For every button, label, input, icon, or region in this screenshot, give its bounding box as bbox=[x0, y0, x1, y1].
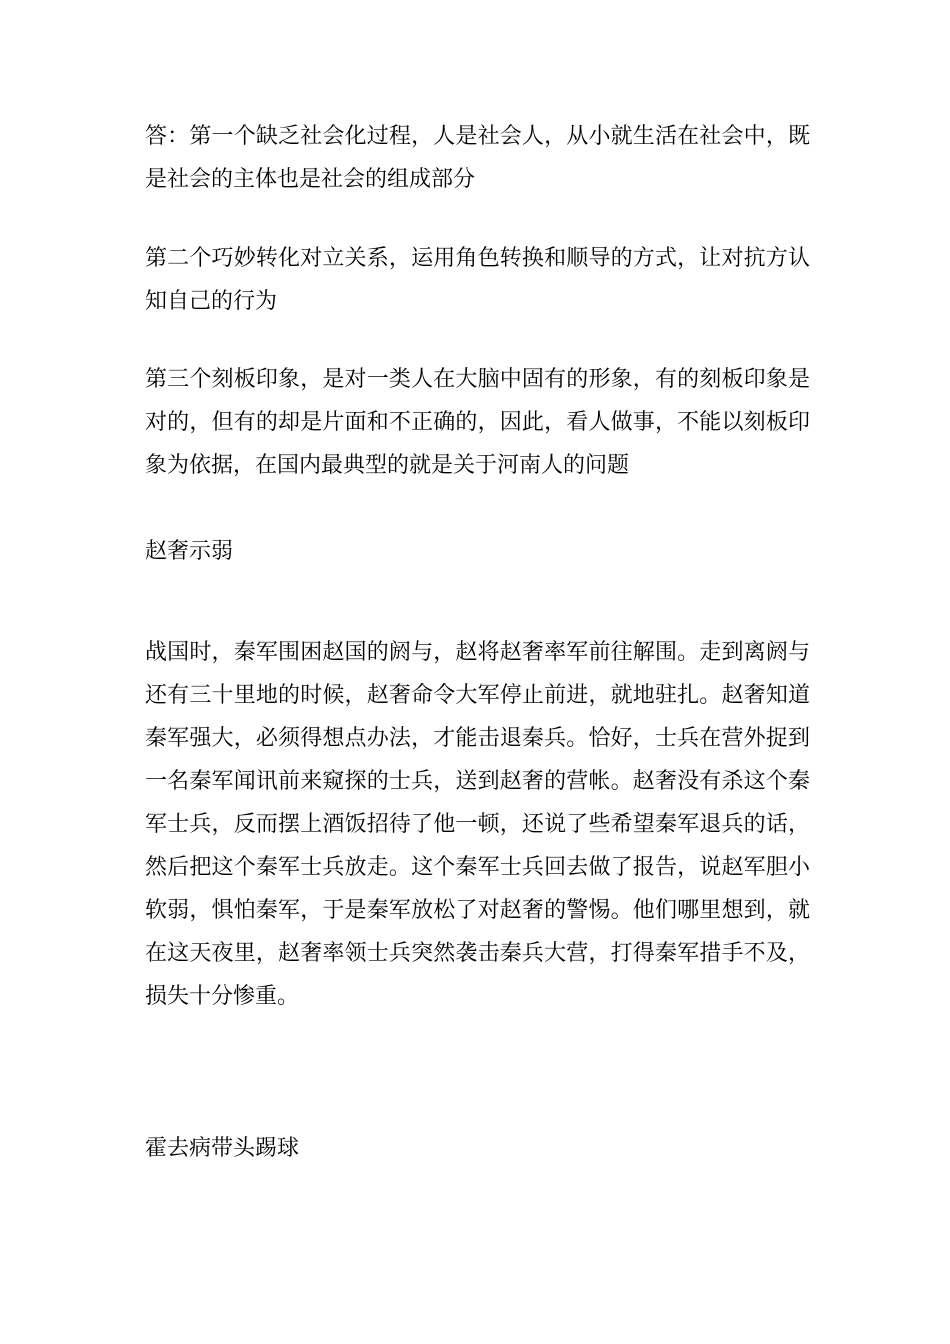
next-story-title: 霍去病带头踢球 bbox=[145, 1136, 300, 1161]
document-page bbox=[145, 0, 810, 1344]
answer-paragraph-2: 第二个巧妙转化对立关系，运用角色转换和顺导的方式，让对抗方认知自己的行为 bbox=[145, 246, 810, 314]
answer-paragraph-3: 第三个刻板印象，是对一类人在大脑中固有的形象，有的刻板印象是对的，但有的却是片面和不正确的，因此，看人做事，不能以刻板印象为依据，在国内最典型的就是关于河南人的问题 bbox=[145, 367, 810, 478]
answer-paragraph-1: 答：第一个缺乏社会化过程，人是社会人，从小就生活在社会中，既是社会的主体也是社会的组成部分 bbox=[145, 124, 810, 192]
story-title: 赵奢示弱 bbox=[145, 539, 234, 564]
story-body: 战国时，秦军围困赵国的阏与，赵将赵奢率军前往解围。走到离阏与还有三十里地的时候，赵奢命令大军停止前进，就地驻扎。赵奢知道秦军强大，必须得想点办法，才能击退秦兵。恰好，士兵在营外捉到一名秦军闻讯前来窥探的士兵，送到赵奢的营帐。赵奢没有杀这个秦军士兵，反而摆上酒饭招待了他一顿，还说了些希望秦军退兵的话，然后把这个秦军士兵放走。这个秦军士兵回去做了报告，说赵军胆小软弱，惧怕秦军，于是秦军放松了对赵奢的警惕。他们哪里想到，就在这天夜里，赵奢率领士兵突然袭击秦兵大营，打得秦军措手不及，损失十分惨重。 bbox=[145, 640, 810, 1009]
